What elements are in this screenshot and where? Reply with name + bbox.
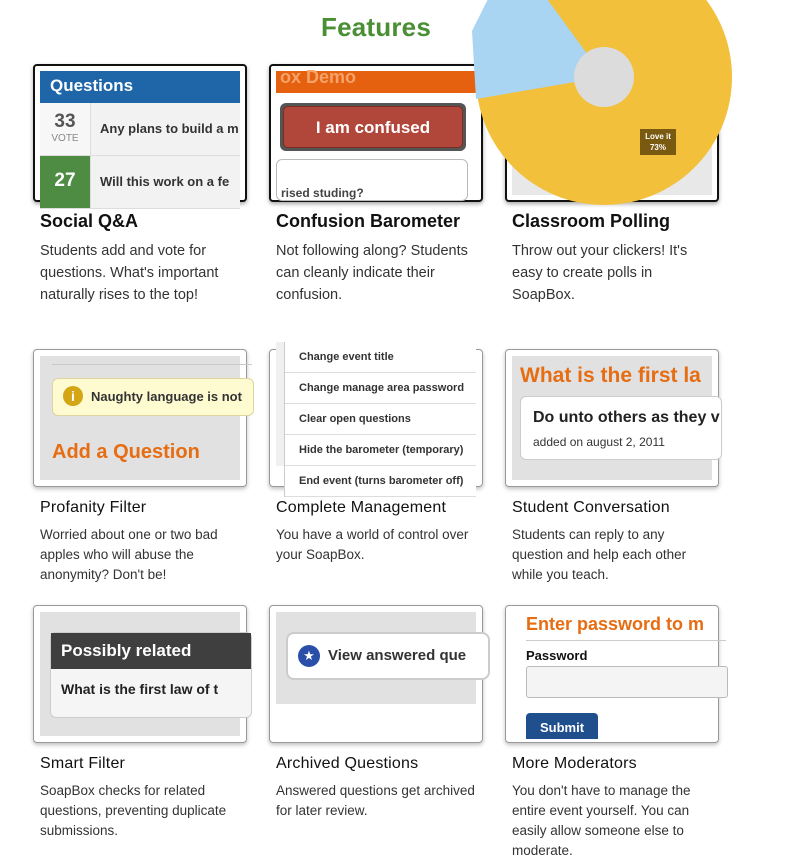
feature-social-qa: [33, 64, 247, 306]
menu-item[interactable]: Hide the barometer (temporary): [285, 435, 476, 466]
smart-filter-thumbnail[interactable]: [33, 605, 247, 743]
feature-profanity-filter: [33, 349, 247, 585]
feature-title: Confusion Barometer: [276, 211, 461, 231]
classroom-polling-thumbnail[interactable]: [505, 64, 719, 202]
feature-description: Throw out your clickers! It's easy to create polls in SoapBox.: [512, 243, 688, 303]
profanity-filter-thumbnail[interactable]: [33, 349, 247, 487]
related-header: Possibly related: [51, 633, 251, 669]
poll-percent: 73%: [649, 143, 666, 152]
feature-title: Archived Questions: [276, 755, 419, 772]
reply-box: [520, 396, 722, 460]
menu-item[interactable]: End event (turns barometer off): [285, 466, 476, 497]
poll-label-badge: [640, 129, 676, 155]
poll-pie-chart: [512, 71, 712, 195]
feature-title: Smart Filter: [40, 755, 126, 772]
vote-label: VOTE: [51, 133, 79, 144]
question-row: [40, 103, 240, 156]
feature-description: Students can reply to any question and help each other while you teach.: [512, 527, 687, 582]
view-answered-label: View answered que: [328, 647, 467, 664]
feature-description: Worried about one or two bad apples who will abuse the anonymity? Don't be!: [40, 527, 218, 582]
question-text: Any plans to build a m: [100, 121, 239, 136]
confused-button-frame: [280, 103, 466, 151]
feature-description: Not following along? Students can cleanly indicate their confusion.: [276, 243, 468, 303]
warning-banner: [52, 378, 254, 416]
vote-count: 27: [54, 170, 76, 191]
feature-title: Student Conversation: [512, 499, 670, 516]
menu-item[interactable]: Change manage area password: [285, 373, 476, 404]
related-question[interactable]: What is the first law of t: [61, 681, 219, 697]
related-box: [50, 632, 252, 718]
add-question-heading: Add a Question: [52, 441, 200, 463]
feature-smart-filter: [33, 605, 247, 841]
feature-description: Students add and vote for questions. What's important naturally rises to the top!: [40, 243, 219, 303]
demo-header-text: ox Demo: [280, 67, 357, 87]
password-heading: Enter password to m: [526, 614, 705, 634]
feature-complete-management: [269, 349, 483, 565]
menu-item[interactable]: Clear open questions: [285, 404, 476, 435]
submit-button[interactable]: Submit: [526, 713, 598, 739]
feature-more-moderators: [505, 605, 719, 861]
archived-questions-thumbnail[interactable]: [269, 605, 483, 743]
reply-text: Do unto others as they v: [533, 409, 720, 426]
vote-count: 33: [54, 111, 76, 132]
more-moderators-thumbnail[interactable]: [505, 605, 719, 743]
reply-meta: added on august 2, 2011: [533, 435, 665, 449]
questions-header: Questions: [40, 71, 240, 103]
feature-title: Profanity Filter: [40, 499, 147, 516]
feature-archived-questions: [269, 605, 483, 821]
password-label: Password: [526, 648, 588, 663]
star-icon: ★: [298, 645, 320, 667]
feature-title: Complete Management: [276, 499, 447, 516]
demo-header: [276, 67, 476, 93]
student-conversation-thumbnail[interactable]: [505, 349, 719, 487]
confusion-barometer-thumbnail[interactable]: [269, 64, 483, 202]
feature-title: Classroom Polling: [512, 211, 671, 231]
feature-classroom-polling: [505, 64, 719, 306]
question-row: [40, 156, 240, 209]
feature-title: More Moderators: [512, 755, 637, 772]
feature-description: SoapBox checks for related questions, preventing duplicate submissions.: [40, 783, 227, 838]
management-menu: [284, 342, 476, 497]
question-box: [276, 159, 468, 201]
view-answered-button[interactable]: [286, 632, 490, 680]
feature-confusion-barometer: [269, 64, 483, 306]
feature-title: Social Q&A: [40, 211, 139, 231]
info-icon: i: [63, 386, 83, 406]
menu-item[interactable]: Change event title: [285, 342, 476, 373]
password-input[interactable]: [526, 666, 728, 698]
vote-box: [40, 156, 91, 208]
vote-box: [40, 103, 91, 155]
feature-description: You don't have to manage the entire event yourself. You can easily allow someone else to moderate.: [512, 783, 691, 858]
divider: [526, 640, 726, 641]
feature-description: Answered questions get archived for later review.: [276, 783, 475, 818]
question-heading: What is the first la: [520, 364, 701, 387]
page-title: Features: [321, 12, 431, 42]
question-text: Will this work on a fe: [100, 174, 230, 189]
poll-label: Love it: [645, 132, 671, 141]
question-box-text: rised studing?: [281, 186, 364, 200]
divider: [52, 364, 252, 365]
complete-management-thumbnail[interactable]: [269, 349, 483, 487]
feature-student-conversation: [505, 349, 719, 585]
warning-text: Naughty language is not: [91, 389, 242, 404]
i-am-confused-button[interactable]: I am confused: [283, 106, 463, 148]
social-qa-thumbnail[interactable]: [33, 64, 247, 202]
feature-description: You have a world of control over your SoapBox.: [276, 527, 469, 562]
poll-pie-hole: [574, 47, 634, 107]
